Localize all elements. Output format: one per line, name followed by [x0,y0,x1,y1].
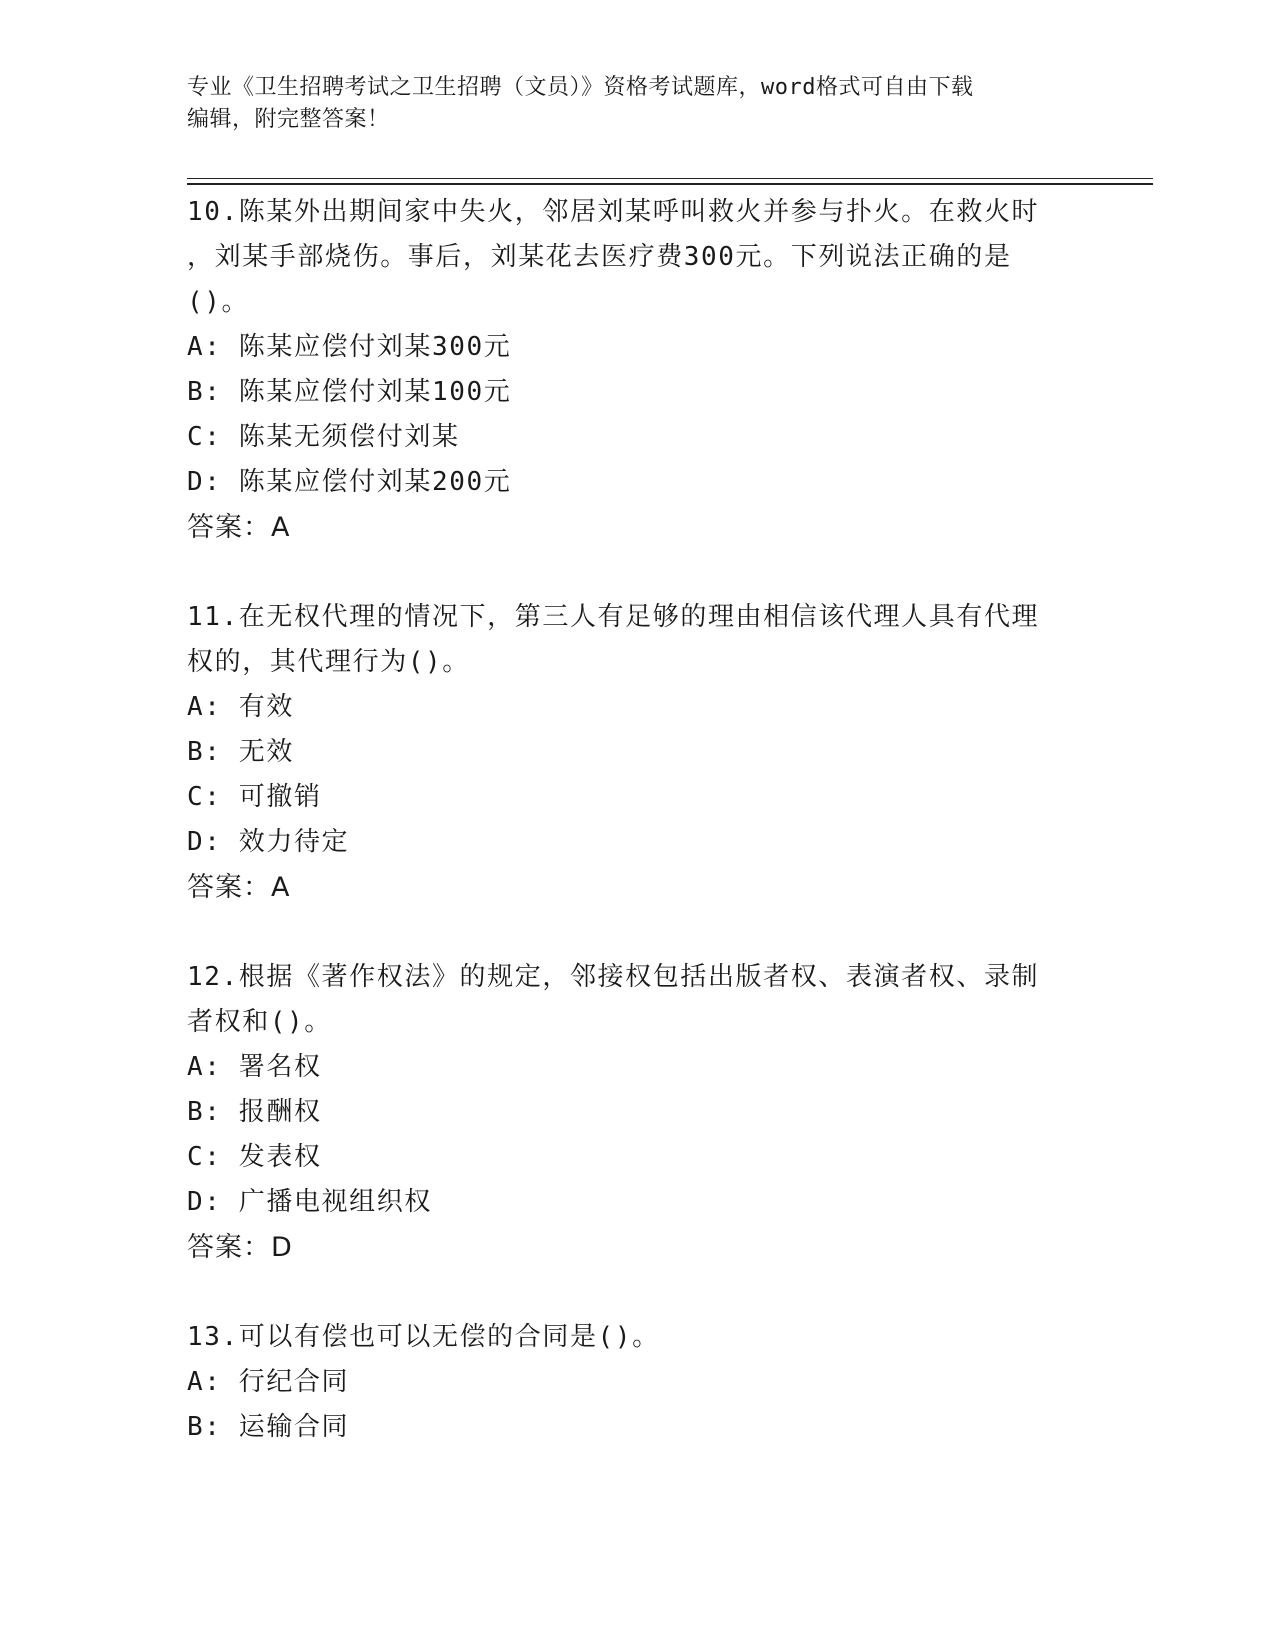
option-d: D: 广播电视组织权 [187,1187,432,1217]
question-11 [187,595,1087,910]
header-divider-thin [187,178,1153,179]
option-c: C: 可撤销 [187,782,322,812]
question-text-line: ()。 [187,287,250,317]
question-12 [187,955,1087,1270]
option-a: A: 有效 [187,692,294,722]
option-b: B: 无效 [187,737,294,767]
option-d: D: 效力待定 [187,827,350,857]
spacer [187,1270,1087,1315]
option-c: C: 陈某无须偿付刘某 [187,422,460,452]
answer: 答案：A [187,872,291,903]
question-list [187,190,1087,1450]
header-line-1: 专业《卫生招聘考试之卫生招聘（文员）》资格考试题库，word格式可自由下载 [187,75,974,100]
question-text-line: 权的，其代理行为()。 [187,647,470,677]
question-10 [187,190,1087,550]
spacer [187,910,1087,955]
document-header [187,72,1067,136]
option-b: B: 陈某应偿付刘某100元 [187,377,512,407]
question-text-line: 11.在无权代理的情况下，第三人有足够的理由相信该代理人具有代理 [187,602,1040,632]
question-text-line: 12.根据《著作权法》的规定，邻接权包括出版者权、表演者权、录制 [187,962,1040,992]
header-divider-thick [187,183,1153,185]
answer: 答案：D [187,1232,293,1263]
option-a: A: 陈某应偿付刘某300元 [187,332,512,362]
answer: 答案：A [187,512,291,543]
question-text-line: ，刘某手部烧伤。事后，刘某花去医疗费300元。下列说法正确的是 [187,242,1012,272]
option-b: B: 运输合同 [187,1412,350,1442]
option-d: D: 陈某应偿付刘某200元 [187,467,512,497]
option-a: A: 行纪合同 [187,1367,350,1397]
option-c: C: 发表权 [187,1142,322,1172]
option-a: A: 署名权 [187,1052,322,1082]
question-text-line: 13.可以有偿也可以无偿的合同是()。 [187,1322,660,1352]
option-b: B: 报酬权 [187,1097,322,1127]
question-text-line: 10.陈某外出期间家中失火，邻居刘某呼叫救火并参与扑火。在救火时 [187,197,1040,227]
spacer [187,550,1087,595]
question-13 [187,1315,1087,1450]
header-line-2: 编辑，附完整答案！ [187,107,390,132]
question-text-line: 者权和()。 [187,1007,332,1037]
